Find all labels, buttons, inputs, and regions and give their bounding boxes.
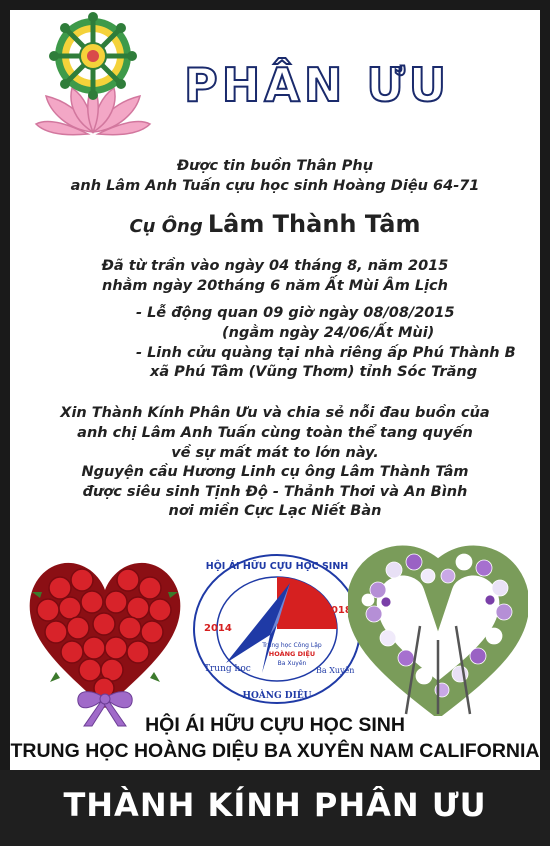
logo-year-left: 2014 bbox=[204, 623, 232, 634]
passed-line-2: nhằm ngày 20tháng 6 năm Ất Mùi Âm Lịch bbox=[102, 278, 448, 294]
logo-bottom-right: Ba Xuyên bbox=[316, 666, 355, 675]
condolence-line-5: được siêu sinh Tịnh Độ - Thảnh Thơi và An Bình bbox=[82, 484, 468, 500]
condolence-line-4: Nguyện cầu Hương Linh cụ ông Lâm Thành Tâm bbox=[81, 464, 469, 480]
logo-center-line-3: Ba Xuyên bbox=[277, 660, 307, 667]
footer-text: THÀNH KÍNH PHÂN ƯU bbox=[63, 786, 487, 824]
footer-banner bbox=[0, 770, 550, 846]
intro-line-2: anh Lâm Anh Tuấn cựu học sinh Hoàng Diệu 64-71 bbox=[70, 178, 480, 194]
condolence-line-1: Xin Thành Kính Phân Ưu và chia sẻ nỗi đau buồn của bbox=[60, 405, 490, 421]
logo-bottom-mid: HOÀNG DIỆU bbox=[242, 691, 312, 701]
passed-line-1: Đã từ trần vào ngày 04 tháng 8, năm 2015 bbox=[101, 258, 449, 274]
condolence-line-3: về sự mất mát to lớn này. bbox=[171, 445, 379, 461]
organization-line-1: HỘI ÁI HỮU CỰU HỌC SINH bbox=[145, 714, 405, 736]
floral-heart-wreath-icon bbox=[348, 540, 528, 716]
name-prefix: Cụ Ông bbox=[129, 216, 203, 237]
logo-center-line-2: HOÀNG DIỆU bbox=[268, 650, 316, 658]
deceased-name: Lâm Thành Tâm bbox=[207, 210, 421, 238]
condolence-line-2: anh chị Lâm Anh Tuấn cùng toàn thể tang quyến bbox=[77, 425, 473, 441]
dharma-wheel-lotus-icon bbox=[28, 12, 158, 140]
organization-line-2: TRUNG HỌC HOÀNG DIỆU BA XUYÊN NAM CALIFORNIA bbox=[10, 740, 540, 762]
schedule-line-3: - Linh cửu quàng tại nhà riêng ấp Phú Thành B bbox=[136, 345, 516, 361]
schedule-line-4: xã Phú Tâm (Vũng Thơm) tỉnh Sóc Trăng bbox=[150, 364, 478, 380]
schedule-line-1: - Lễ động quan 09 giờ ngày 08/08/2015 bbox=[136, 305, 455, 321]
page-title: PHÂN ƯU bbox=[184, 58, 451, 112]
schedule-line-2: (ngằm ngày 24/06/Ất Mùi) bbox=[222, 325, 435, 341]
deceased-name-line bbox=[0, 210, 550, 238]
logo-year-right: 2018 bbox=[324, 605, 352, 616]
intro-line-1: Được tin buồn Thân Phụ bbox=[176, 158, 374, 174]
logo-bottom-left: Trung học bbox=[204, 664, 251, 674]
school-logo bbox=[192, 553, 362, 705]
logo-ring-text: HỘI ÁI HỮU CỰU HỌC SINH bbox=[205, 561, 349, 572]
logo-center-line-1: Trung học Công Lập bbox=[262, 642, 322, 649]
condolence-line-6: nơi miền Cực Lạc Niết Bàn bbox=[168, 503, 382, 519]
red-rose-heart-icon bbox=[20, 538, 190, 728]
